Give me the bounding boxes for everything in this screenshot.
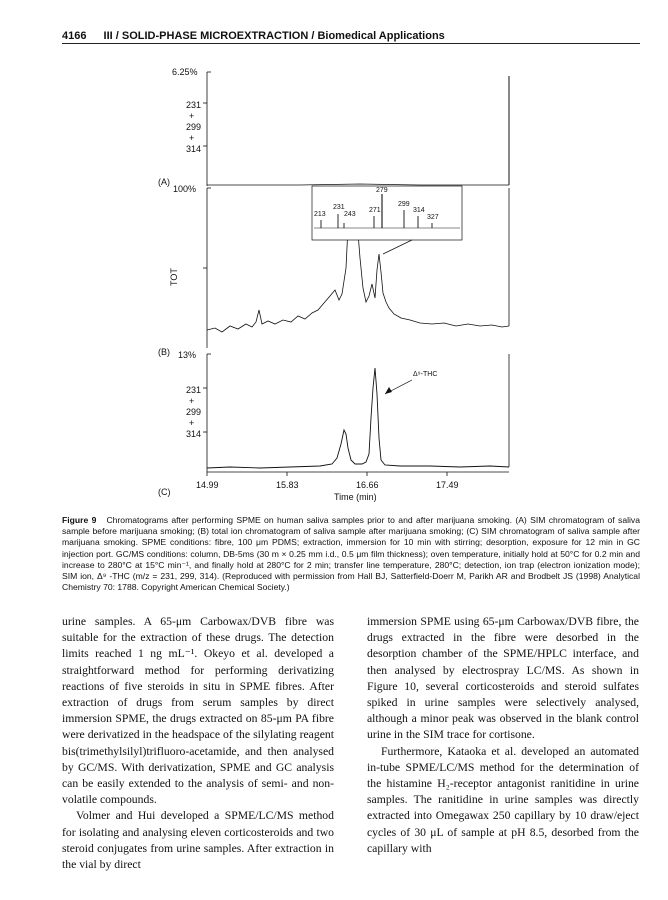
panel-a-label: (A): [158, 177, 170, 187]
x-axis-label: Time (min): [334, 492, 377, 502]
x-tick-label: 17.49: [436, 480, 459, 490]
panel-b: [158, 184, 509, 357]
inset-mz: 231: [333, 204, 345, 211]
caption-text: Chromatograms after performing SPME on human saliva samples prior to and after marijuana smoking. (A) SIM chromatogram of saliva sample before marijuana smoking; (B) total ion chromatogram of saliva sample after marijuana smoking; (C) SIM chromatogram of saliva sample after marijuana smoking. SPME conditions: fibre, 100 μm PDMS; extraction, immersion for 10 min with stirring; desorption, exposure for 12 min in GC injection port. GC/MS conditions: column, DB-5ms (30 m × 0.25 mm i.d., 0.5 μm film thickness); oven temperature, initially hold at 50°C for 0.2 min and increase to 280°C at 15°C min⁻¹, and finally hold at 280°C for 2 min; transfer line temperature, 280°C; detection, ion trap (electron ionization mode); SIM ion, Δ⁹ -THC (m/z = 231, 299, 314). (Reproduced with permission from Hall BJ, Satterfield-Doerr M, Parikh AR and Brodbelt JS (1998) Analytical Chemistry 70: 1788. Copyright American Chemical Society.): [62, 515, 640, 593]
paragraph: urine samples. A 65-μm Carbowax/DVB fibre was suitable for the extraction of these drugs. The detection limits reached 1 ng mL⁻¹. Okeyo et al. developed a straightforward method for performing derivatizing reactions of five steroids in situ in SPME fibres. After extraction of drugs from serum samples by direct immersion SPME, the drugs extracted on 85-μm PA fibre were derivatized in the headspace of the silylating reagent bis(trimethylsilyl)trifluoro-acetamide, and then analysed by GC/MS. With derivatization, SPME and GC analysis can be easily extended to the analysis of semi- and non-volatile compounds.: [62, 615, 334, 807]
panel-c-ion: +: [189, 396, 195, 406]
paragraph: Furthermore, Kataoka et al. developed an automated in-tube SPME/LC/MS method for the determination of the histamine H₂-receptor antagonist ranitidine in urine samples. The ranitidine in urine samples was directly extracted into Omegawax 250 capillary by 10 draw/eject cycles of 30 μL of sample at pH 8.5, desorbed from the capillary with: [367, 744, 639, 855]
panel-a-ion: 299: [186, 122, 202, 132]
paragraph: immersion SPME using 65-μm Carbowax/DVB fibre, the drugs extracted in the fibre were desorbed in the desorption chamber of the SPME/HPLC interface, and then analysed by electrospray LC/MS. As shown in Figure 10, several corticosteroids and steroid sulfates spiked in urine samples were selectively analysed, although a minor peak was observed in the blank control urine in the SIM trace for cortisone.: [367, 615, 639, 742]
panel-a-ion: +: [189, 133, 195, 143]
panel-c-ion: 299: [186, 407, 202, 417]
x-axis: [196, 472, 509, 502]
inset-mz: 213: [314, 211, 326, 218]
panel-c-ion: 231: [186, 385, 202, 395]
header-rule: [62, 43, 640, 44]
thc-annotation: Δ⁹-THC: [413, 371, 438, 378]
panel-b-label: (B): [158, 347, 170, 357]
panel-a-ion: 231: [186, 100, 202, 110]
panel-a-scale: 6.25%: [172, 67, 198, 77]
inset-mz: 299: [398, 201, 410, 208]
panel-b-scale: 100%: [173, 184, 197, 194]
figure-caption: [62, 515, 640, 593]
panel-c-ion: +: [189, 418, 195, 428]
x-tick-label: 16.66: [356, 480, 379, 490]
mass-spectrum-inset: [312, 186, 462, 240]
inset-mz: 271: [369, 207, 381, 214]
paragraph: Volmer and Hui developed a SPME/LC/MS method for isolating and analysing eleven corticosteroids and two steroid conjugates from urine samples. After extraction in the vial by direct: [62, 809, 334, 872]
inset-mz: 243: [344, 211, 356, 218]
panel-c: [158, 350, 509, 497]
figure-label: Figure 9: [62, 515, 97, 525]
panel-c-ion: 314: [186, 429, 202, 439]
inset-mz: 279: [376, 187, 388, 194]
chromatogram-figure: [0, 58, 668, 508]
body-column-right: [367, 614, 639, 857]
page-number: 4166: [62, 30, 87, 42]
x-tick-label: 15.83: [276, 480, 299, 490]
running-title: III / SOLID-PHASE MICROEXTRACTION / Biomedical Applications: [103, 30, 445, 42]
panel-a-ion: 314: [186, 144, 202, 154]
panel-b-ylabel: TOT: [169, 268, 179, 286]
x-tick-label: 14.99: [196, 480, 219, 490]
panel-a-ion: +: [189, 111, 195, 121]
body-column-left: [62, 614, 334, 873]
panel-a: [158, 67, 509, 187]
inset-mz: 327: [427, 214, 439, 221]
panel-c-scale: 13%: [178, 350, 197, 360]
panel-c-label: (C): [158, 487, 171, 497]
running-header: [62, 30, 445, 42]
inset-mz: 314: [413, 207, 425, 214]
